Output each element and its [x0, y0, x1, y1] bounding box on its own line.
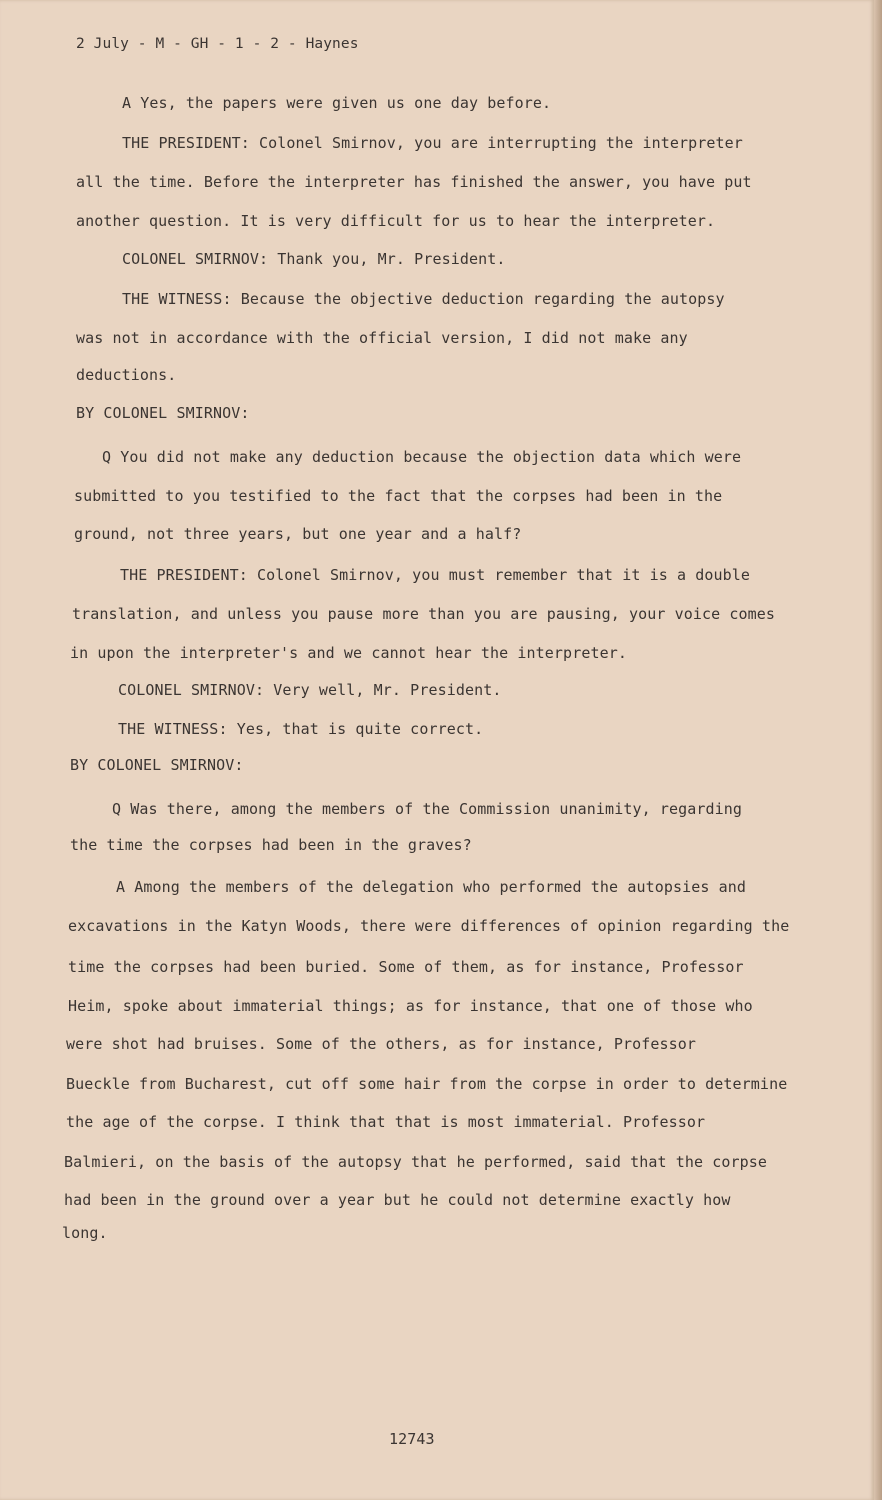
transcript-line: deductions.	[76, 366, 177, 384]
transcript-line: long.	[62, 1224, 108, 1242]
transcript-line: COLONEL SMIRNOV: Thank you, Mr. President.	[122, 250, 506, 268]
transcript-line: was not in accordance with the official version, I did not make any	[76, 329, 688, 347]
transcript-line: BY COLONEL SMIRNOV:	[70, 756, 244, 774]
transcript-line: all the time. Before the interpreter has finished the answer, you have put	[76, 173, 752, 191]
transcript-line: Q You did not make any deduction because the objection data which were	[102, 448, 742, 466]
transcript-line: Heim, spoke about immaterial things; as for instance, that one of those who	[68, 997, 753, 1015]
transcript-line: in upon the interpreter's and we cannot hear the interpreter.	[70, 644, 627, 662]
transcript-line: THE PRESIDENT: Colonel Smirnov, you are interrupting the interpreter	[122, 134, 743, 152]
transcript-line: the time the corpses had been in the graves?	[70, 836, 472, 854]
page-number: 12743	[389, 1430, 435, 1448]
transcript-line: THE WITNESS: Because the objective deduction regarding the autopsy	[122, 290, 725, 308]
transcript-line: time the corpses had been buried. Some of them, as for instance, Professor	[68, 958, 744, 976]
transcript-line: submitted to you testified to the fact that the corpses had been in the	[74, 487, 723, 505]
transcript-line: THE WITNESS: Yes, that is quite correct.	[118, 720, 484, 738]
page-edge	[874, 0, 882, 1500]
page-header: 2 July - M - GH - 1 - 2 - Haynes	[76, 36, 359, 52]
transcript-line: another question. It is very difficult for us to hear the interpreter.	[76, 212, 716, 230]
transcript-line: ground, not three years, but one year and a half?	[74, 525, 522, 543]
transcript-line: had been in the ground over a year but he could not determine exactly how	[64, 1191, 731, 1209]
transcript-line: translation, and unless you pause more than you are pausing, your voice comes	[72, 605, 776, 623]
transcript-line: Q Was there, among the members of the Commission unanimity, regarding	[112, 800, 743, 818]
transcript-line: the age of the corpse. I think that that is most immaterial. Professor	[66, 1113, 706, 1131]
transcript-line: COLONEL SMIRNOV: Very well, Mr. President.	[118, 681, 502, 699]
transcript-line: Balmieri, on the basis of the autopsy that he performed, said that the corpse	[64, 1153, 768, 1171]
transcript-line: A Among the members of the delegation who performed the autopsies and	[116, 878, 747, 896]
transcript-line: were shot had bruises. Some of the others, as for instance, Professor	[66, 1035, 697, 1053]
transcript-line: excavations in the Katyn Woods, there were differences of opinion regarding the	[68, 917, 790, 935]
transcript-line: THE PRESIDENT: Colonel Smirnov, you must remember that it is a double	[120, 566, 751, 584]
transcript-line: Bueckle from Bucharest, cut off some hair from the corpse in order to determine	[66, 1075, 788, 1093]
transcript-line: BY COLONEL SMIRNOV:	[76, 404, 250, 422]
transcript-line: A Yes, the papers were given us one day before.	[122, 94, 552, 112]
